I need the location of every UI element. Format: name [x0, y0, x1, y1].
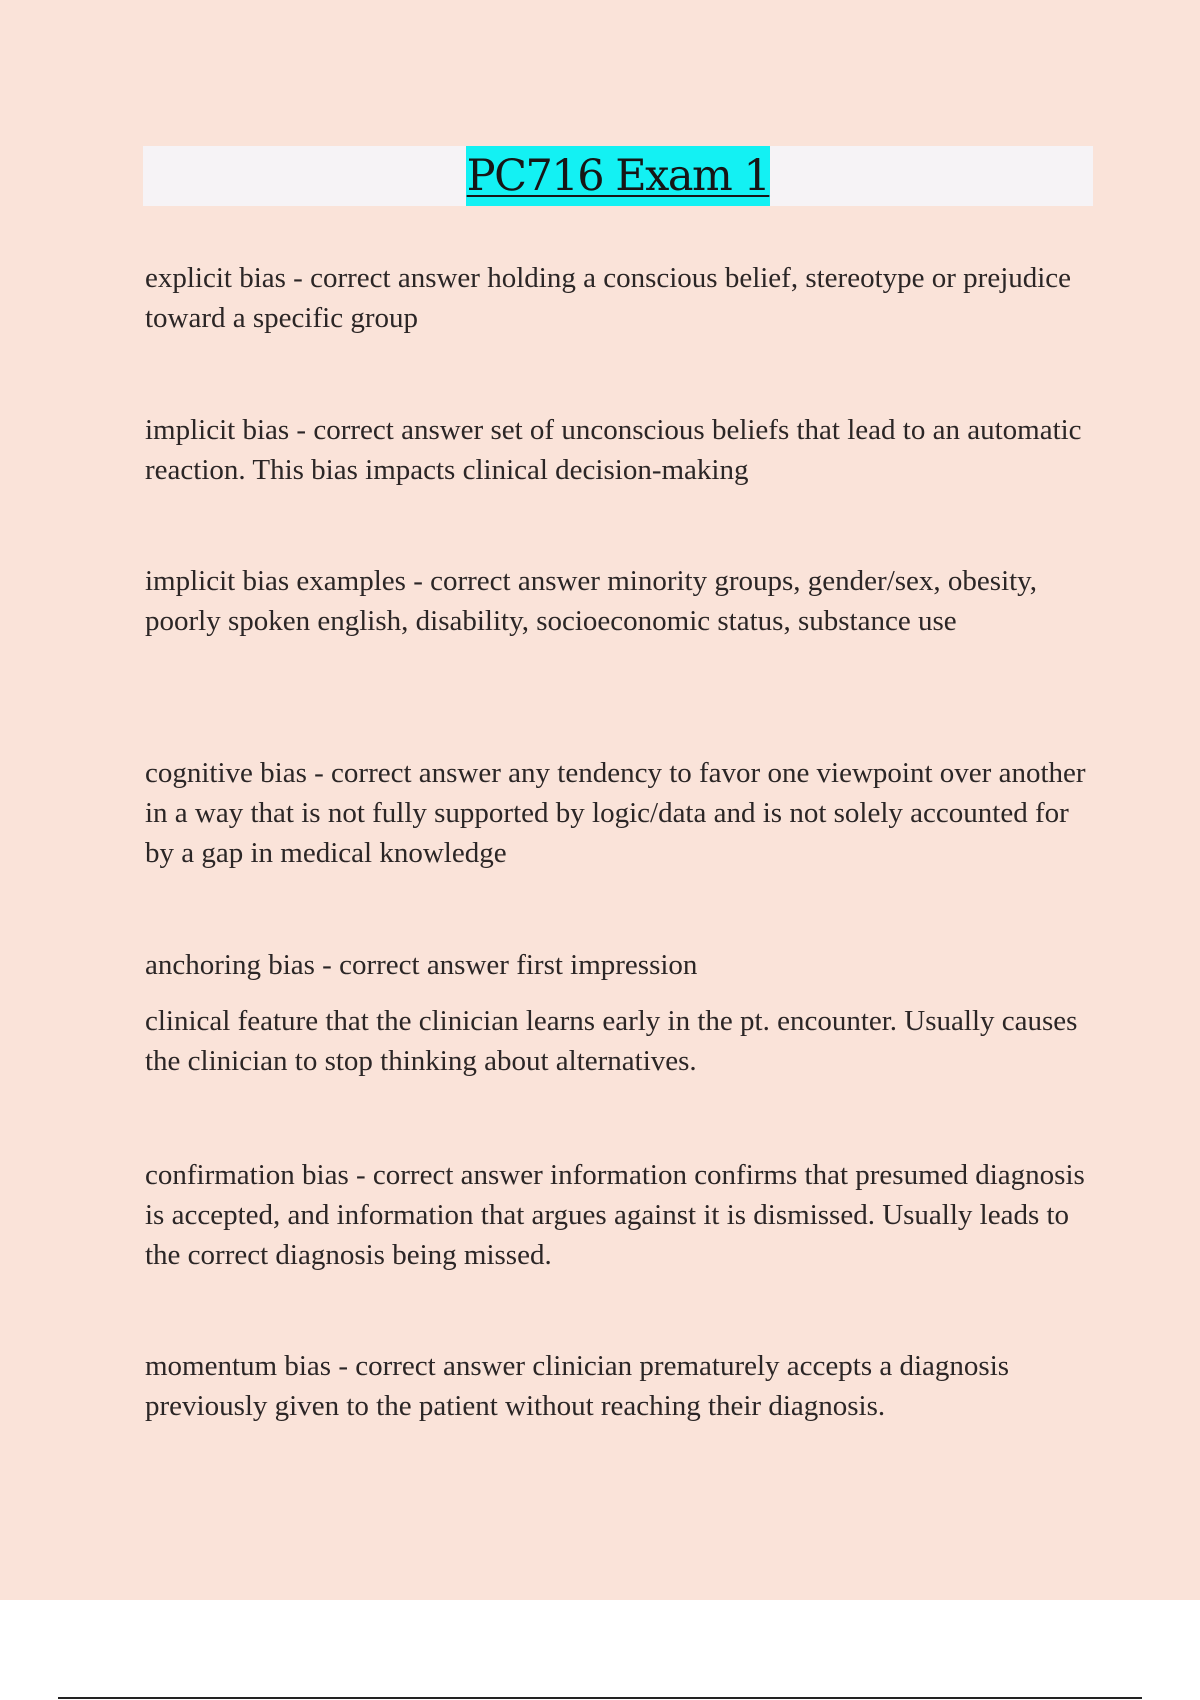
page-title: PC716 Exam 1 [466, 146, 771, 206]
entry-anchoring-bias: anchoring bias - correct answer first impression [145, 949, 698, 981]
entry-confirmation-bias: confirmation bias - correct answer information confirms that presumed diagnosis is accepted, and information that argues against it is dismissed. Usually leads to the correct diagnosis being missed. [145, 1159, 1085, 1271]
entry-anchoring-bias-detail: clinical feature that the clinician learns early in the pt. encounter. Usually causes the clinician to stop thinking about alternatives. [145, 1005, 1078, 1077]
entry-implicit-bias: implicit bias - correct answer set of unconscious beliefs that lead to an automatic reaction. This bias impacts clinical decision-making [145, 414, 1082, 486]
title-bar [143, 146, 1093, 206]
entry-momentum-bias: momentum bias - correct answer clinician prematurely accepts a diagnosis previously given to the patient without reaching their diagnosis. [145, 1350, 1010, 1422]
entry-implicit-bias-examples: implicit bias examples - correct answer minority groups, gender/sex, obesity, poorly spoken english, disability, socioeconomic status, substance use [145, 565, 1038, 637]
entry-explicit-bias: explicit bias - correct answer holding a conscious belief, stereotype or prejudice toward a specific group [145, 262, 1072, 334]
footer-divider [58, 1697, 1142, 1699]
entry-cognitive-bias: cognitive bias - correct answer any tendency to favor one viewpoint over another in a way that is not fully supported by logic/data and is not solely accounted for by a gap in medical knowledge [145, 757, 1086, 869]
